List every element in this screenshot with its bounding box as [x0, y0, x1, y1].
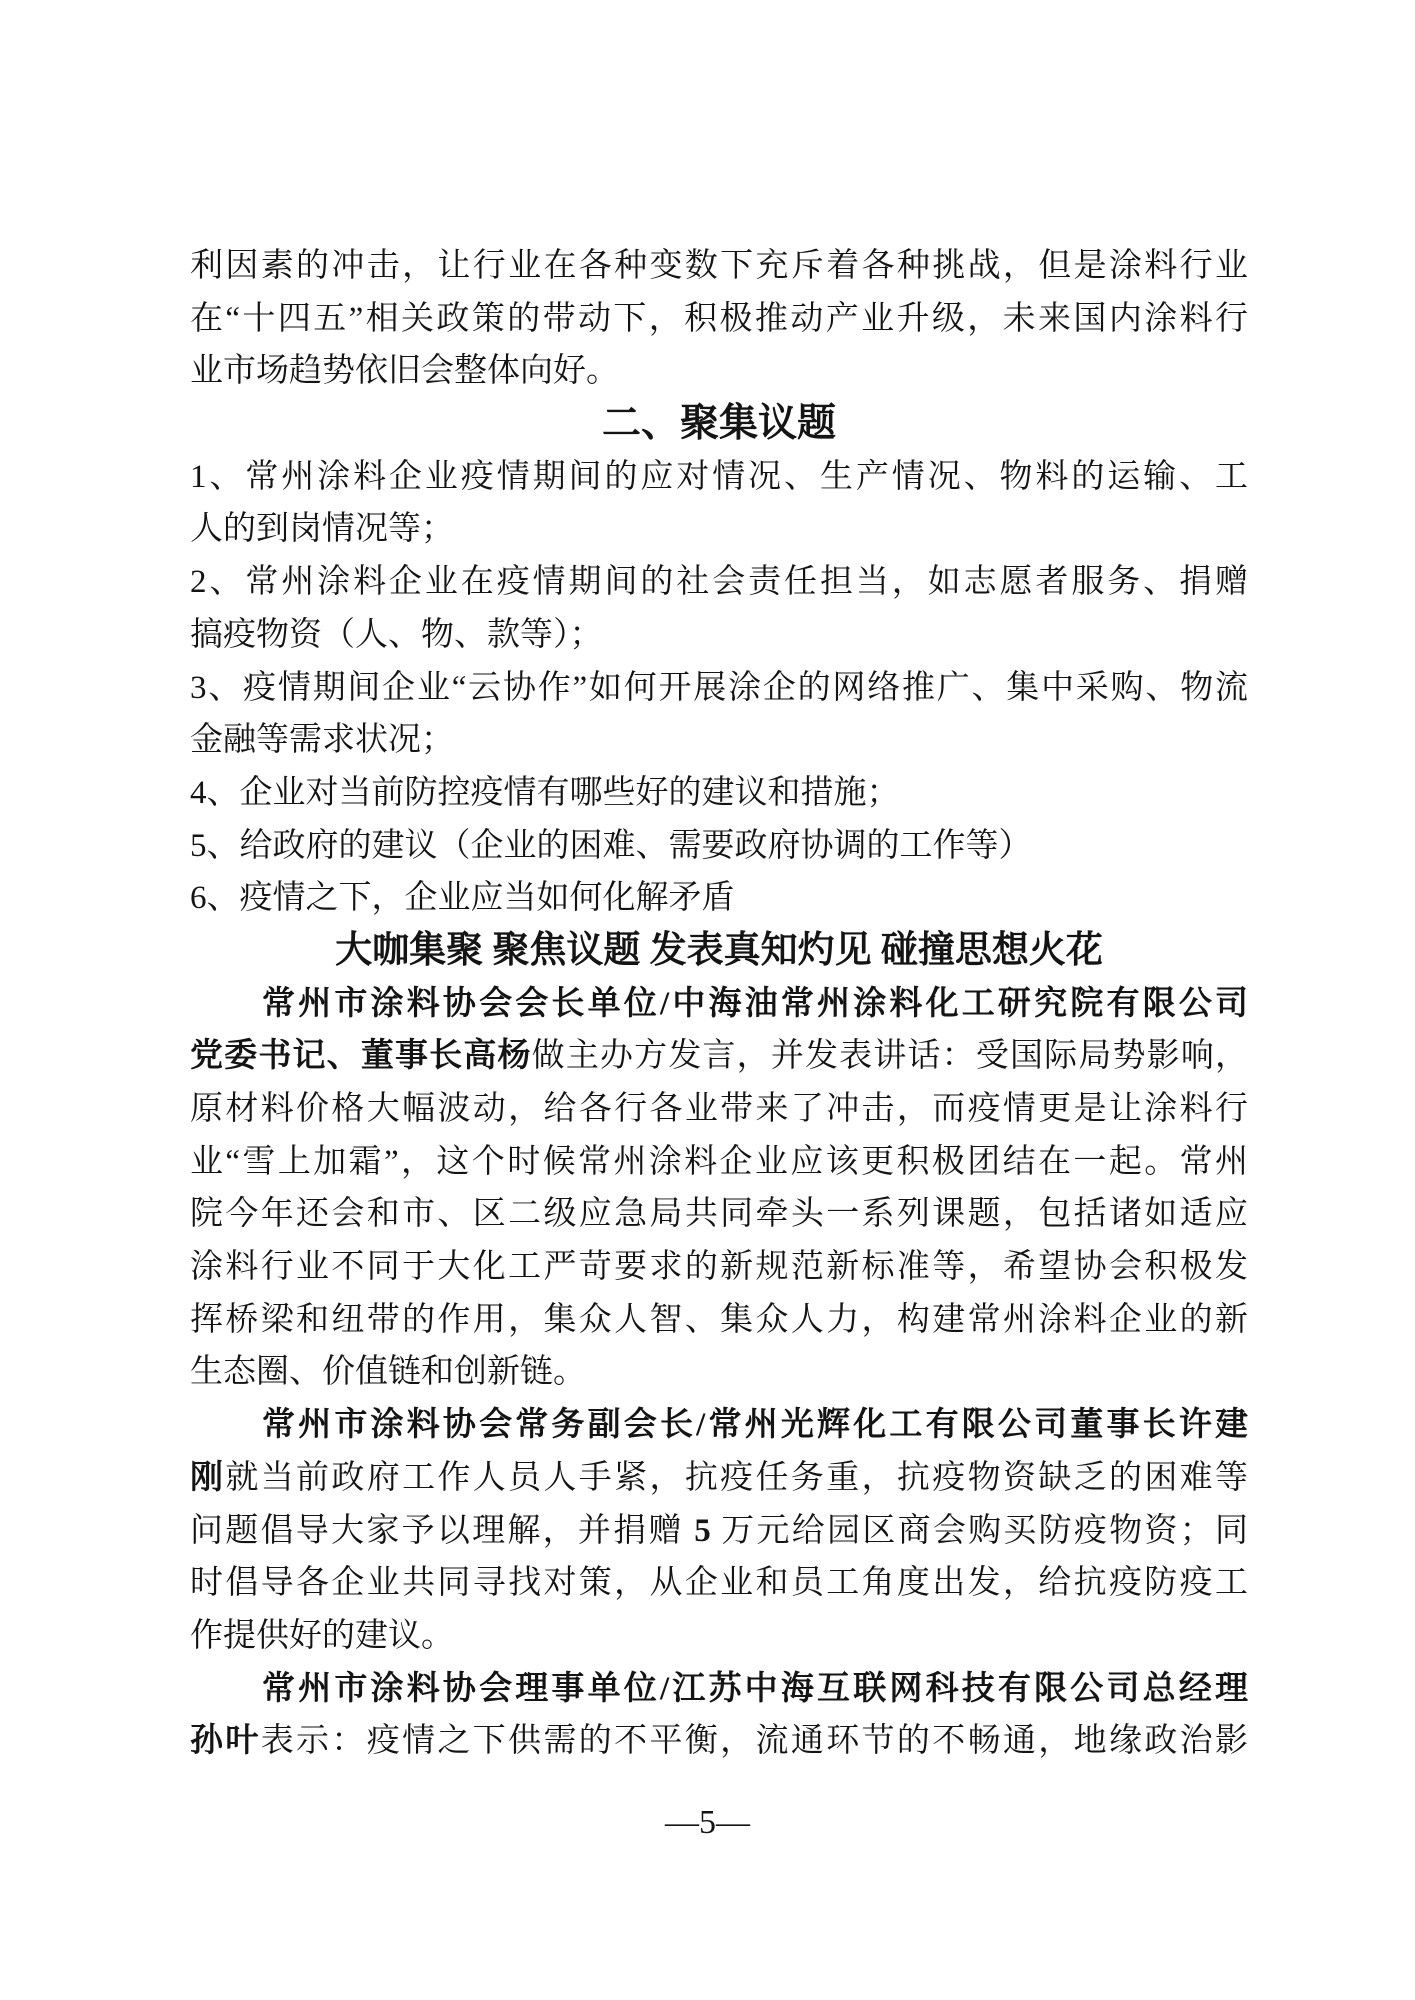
text-run: 利因素的冲击，让行业在各种变数下充斥着各种挑战，但是涂料行业	[190, 248, 1248, 284]
text-run: 问题倡导大家予以理解，并捐赠	[190, 1512, 695, 1549]
heading-text: 大咖集聚 聚焦议题 发表真知灼见 碰撞思想火花	[335, 929, 1103, 971]
text-run: 在“十四五”相关政策的带动下，积极推动产业升级，未来国内涂料行	[190, 300, 1248, 337]
paragraph-line	[190, 240, 1248, 293]
section-heading	[190, 398, 1248, 451]
paragraph-line	[190, 1399, 1248, 1452]
subsection-heading	[190, 925, 1248, 978]
text-run: 作提供好的建议。	[190, 1617, 454, 1654]
text-run: 生态圈、价值链和创新链。	[190, 1354, 586, 1391]
text-run: 1、常州涂料企业疫情期间的应对情况、生产情况、物料的运输、工	[190, 458, 1248, 495]
bold-text-run: 常州市涂料协会理事单位/江苏中海互联网科技有限公司总经理	[262, 1670, 1248, 1707]
paragraph-line	[190, 1136, 1248, 1189]
paragraph-line	[190, 293, 1248, 346]
text-run: 3、疫情期间企业“云协作”如何开展涂企的网络推广、集中采购、物流	[190, 669, 1248, 706]
paragraph-line	[190, 1452, 1248, 1505]
paragraph-line	[190, 1505, 1248, 1558]
text-run: 挥桥梁和纽带的作用，集众人智、集众人力，构建常州涂料企业的新	[190, 1301, 1248, 1338]
paragraph-line	[190, 1557, 1248, 1610]
list-item-line	[190, 609, 1248, 662]
bold-text-run: 刚	[190, 1459, 226, 1496]
text-run: 业市场趋势依旧会整体向好。	[190, 353, 619, 390]
list-item-line	[190, 503, 1248, 556]
paragraph-line	[190, 1083, 1248, 1136]
paragraph-line	[190, 1610, 1248, 1663]
text-run: 业“雪上加霜”，这个时候常州涂料企业应该更积极团结在一起。常州	[190, 1143, 1248, 1180]
text-run: 时倡导各企业共同寻找对策，从企业和员工角度出发，给抗疫防疫工	[190, 1565, 1248, 1602]
text-run: 人的到岗情况等；	[190, 511, 454, 548]
text-run: 做主办方发言，并发表讲话：受国际局势影响，	[531, 1038, 1249, 1075]
text-run: 4、企业对当前防控疫情有哪些好的建议和措施；	[190, 774, 900, 811]
paragraph-line	[190, 1241, 1248, 1294]
text-run: 就当前政府工作人员人手紧，抗疫任务重，抗疫物资缺乏的困难等	[225, 1459, 1249, 1496]
text-run: 2、常州涂料企业在疫情期间的社会责任担当，如志愿者服务、捐赠	[190, 564, 1248, 601]
text-block	[190, 240, 1248, 1768]
paragraph-line	[190, 1663, 1248, 1716]
bold-text-run: 常州市涂料协会常务副会长/常州光辉化工有限公司董事长许建	[262, 1407, 1248, 1444]
bold-text-run: 5	[694, 1512, 711, 1549]
heading-text: 二、聚集议题	[601, 402, 836, 446]
list-item-line	[190, 872, 1248, 925]
bold-text-run: 常州市涂料协会会长单位/中海油常州涂料化工研究院有限公司	[262, 985, 1248, 1022]
text-run: 表示：疫情之下供需的不平衡，流通环节的不畅通，地缘政治影	[260, 1723, 1249, 1760]
text-run: 院今年还会和市、区二级应急局共同牵头一系列课题，包括诸如适应	[190, 1196, 1248, 1233]
paragraph-line	[190, 978, 1248, 1031]
list-item-line	[190, 820, 1248, 873]
paragraph-line	[190, 345, 1248, 398]
bold-text-run: 孙叶	[190, 1723, 261, 1760]
paragraph-line	[190, 1294, 1248, 1347]
paragraph-line	[190, 1030, 1248, 1083]
text-run: 5、给政府的建议（企业的困难、需要政府协调的工作等）	[190, 827, 1032, 864]
text-run: 万元给园区商会购买防疫物资；同	[710, 1512, 1249, 1549]
text-run: 搞疫物资（人、物、款等）；	[190, 616, 603, 653]
paragraph-line	[190, 1188, 1248, 1241]
text-run: 涂料行业不同于大化工严苛要求的新规范新标准等，希望协会积极发	[190, 1249, 1248, 1286]
bold-text-run: 党委书记、董事长高杨	[190, 1038, 532, 1075]
list-item-line	[190, 714, 1248, 767]
text-run: 原材料价格大幅波动，给各行各业带来了冲击，而疫情更是让涂料行	[190, 1091, 1248, 1127]
page-number: —5—	[665, 1804, 750, 1841]
text-run: 6、疫情之下，企业应当如何化解矛盾	[190, 880, 735, 917]
paragraph-line	[190, 1346, 1248, 1399]
list-item-line	[190, 767, 1248, 820]
paragraph-line	[190, 1715, 1248, 1768]
list-item-line	[190, 451, 1248, 504]
text-run: 金融等需求状况；	[190, 722, 454, 759]
list-item-line	[190, 662, 1248, 715]
list-item-line	[190, 556, 1248, 609]
